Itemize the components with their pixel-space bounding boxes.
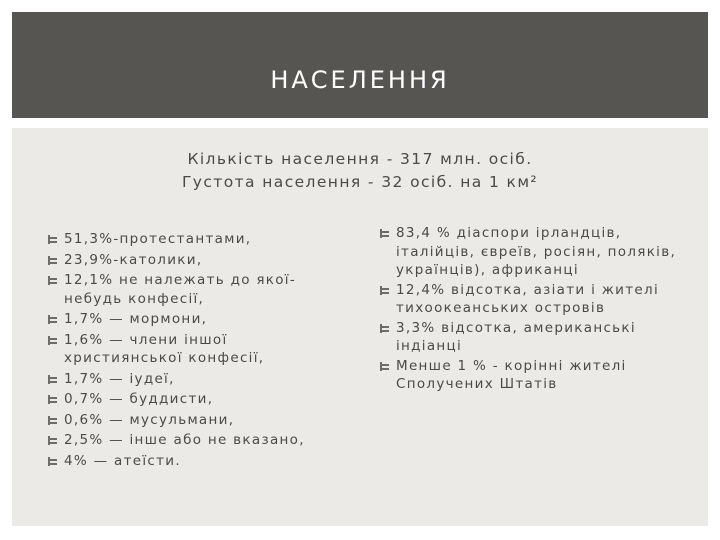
list-item: 2,5% — інше або не вказано,: [48, 431, 338, 450]
list-item: 1,6% — члени іншої християнської конфесії,: [48, 331, 338, 368]
bullet-icon: [48, 336, 57, 345]
religion-list: [48, 230, 338, 472]
bullet-icon: [48, 416, 57, 425]
bullet-icon: [380, 362, 389, 371]
list-item: 12,4% відсотка, азіати і жителі тихоокеанських островів: [380, 281, 680, 318]
intro-text: [12, 148, 708, 194]
list-item: 0,7% — буддисти,: [48, 390, 338, 409]
bullet-icon: [48, 436, 57, 445]
list-item: 23,9%-католики,: [48, 251, 338, 270]
bullet-icon: [48, 395, 57, 404]
list-item: 0,6% — мусульмани,: [48, 411, 338, 430]
bullet-icon: [380, 324, 389, 333]
bullet-icon: [48, 457, 57, 466]
bullet-icon: [380, 286, 389, 295]
title-band: [12, 12, 708, 118]
list-item: 83,4 % діаспори ірландців, італійців, євреїв, росіян, поляків, українців), африканці: [380, 224, 680, 280]
list-item: 3,3% відсотка, американські індіанці: [380, 319, 680, 356]
list-item: 1,7% — мормони,: [48, 310, 338, 329]
bullet-icon: [48, 235, 57, 244]
bullet-icon: [48, 315, 57, 324]
list-item: Менше 1 % - корінні жителі Сполучених Штатів: [380, 357, 680, 394]
list-item: 4% — атеїсти.: [48, 452, 338, 471]
list-item: 12,1% не належать до якої-небудь конфесії,: [48, 271, 338, 308]
bullet-icon: [48, 375, 57, 384]
list-item: 1,7% — іудеї,: [48, 370, 338, 389]
population-line: Кількість населення - 317 млн. осіб.: [187, 150, 533, 168]
slide-title: НАСЕЛЕННЯ: [270, 66, 450, 94]
bullet-icon: [48, 256, 57, 265]
density-line: Густота населення - 32 осіб. на 1 км²: [181, 173, 539, 191]
bullet-icon: [48, 276, 57, 285]
ethnic-list: [380, 224, 680, 395]
bullet-icon: [380, 229, 389, 238]
list-item: 51,3%-протестантами,: [48, 230, 338, 249]
content-area: [12, 128, 708, 526]
